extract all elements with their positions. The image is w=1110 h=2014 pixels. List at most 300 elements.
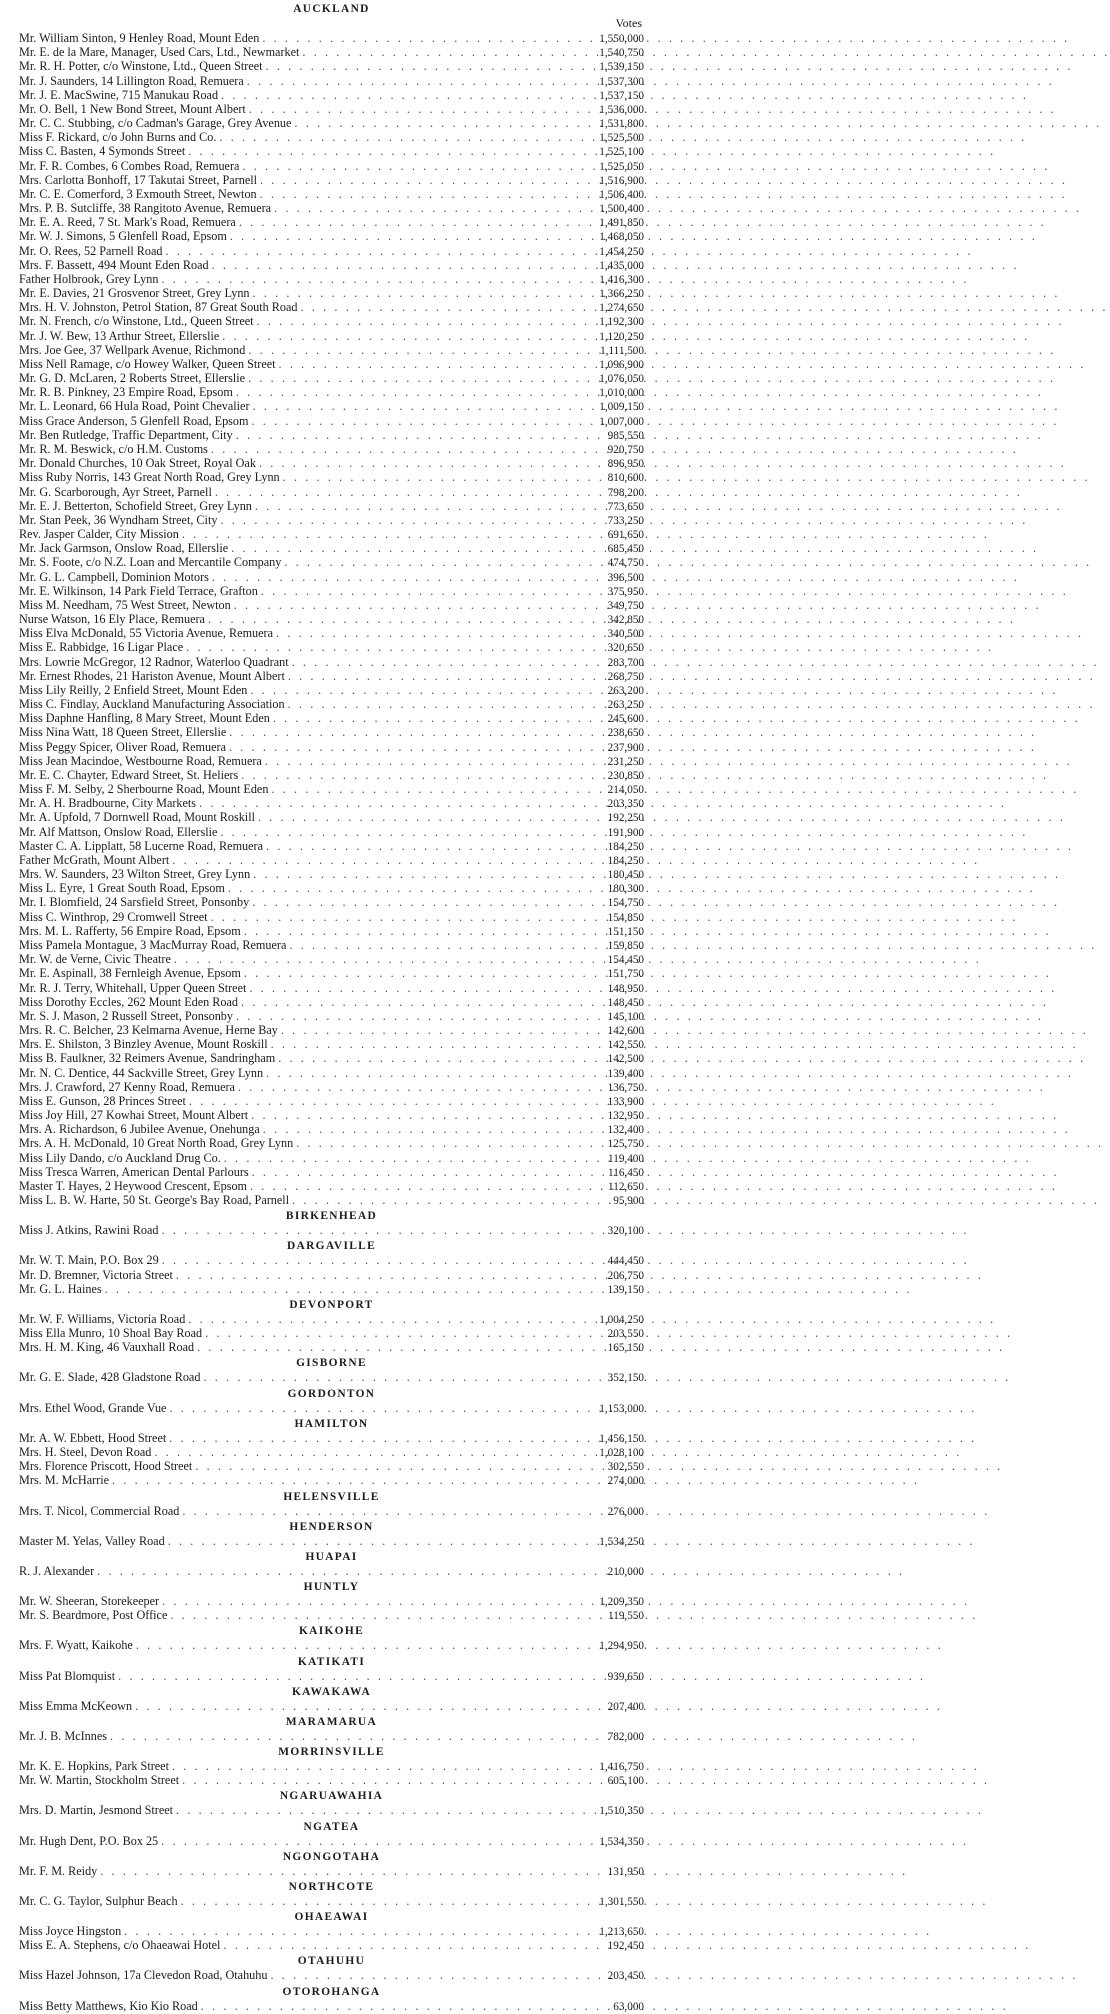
- vote-count: 283,700: [607, 656, 644, 669]
- section-auckland: [19, 0, 644, 1207]
- vote-count: 985,550: [607, 429, 644, 442]
- vote-count: 1,120,250: [599, 330, 644, 343]
- entrant-name: Mrs. H. Steel, Devon Road: [19, 1444, 152, 1459]
- dot-leader: [250, 867, 578, 881]
- dot-leader: [263, 1066, 578, 1080]
- entry-row: [19, 499, 644, 513]
- entrant-name: Miss Nell Ramage, c/o Howey Walker, Queen Street: [19, 356, 276, 371]
- entry-row: [19, 1108, 644, 1122]
- dot-leader: [151, 1445, 578, 1459]
- entry-row: [19, 357, 644, 371]
- vote-count: 1,539,150: [599, 61, 644, 74]
- dot-leader: [254, 314, 578, 328]
- section-heading: KAWAKAWA: [291, 1683, 372, 1698]
- dot-leader: [173, 1268, 578, 1282]
- section-heading: BIRKENHEAD: [285, 1208, 378, 1223]
- section-heading: GISBORNE: [296, 1355, 367, 1370]
- entry-row: [19, 1037, 644, 1051]
- entry-row: [19, 754, 644, 768]
- entrant-name: Miss J. Atkins, Rawini Road: [19, 1223, 159, 1238]
- entry-row: [19, 1773, 644, 1787]
- dot-leader: [267, 1968, 578, 1982]
- vote-count: 131,950: [607, 1865, 644, 1878]
- vote-count: 1,536,000: [599, 103, 644, 116]
- entry-row: [19, 555, 644, 569]
- dot-leader: [233, 385, 578, 399]
- entrant-name: Mr. W. Sheeran, Storekeeper: [19, 1594, 160, 1609]
- section-hamilton: [19, 1415, 644, 1488]
- section-heading: NORTHCOTE: [288, 1878, 375, 1893]
- vote-count: 268,750: [607, 670, 644, 683]
- dot-leader: [255, 810, 578, 824]
- vote-count: 1,416,300: [599, 273, 644, 286]
- dot-leader: [281, 555, 578, 569]
- vote-count: 605,100: [607, 1775, 644, 1788]
- dot-leader: [271, 201, 578, 215]
- entry-row: [19, 570, 644, 584]
- entrant-name: Mr. E. A. Reed, 7 St. Mark's Road, Remuera: [19, 215, 236, 230]
- entry-row: [19, 1594, 644, 1608]
- entrant-name: Miss Dorothy Eccles, 262 Mount Eden Road: [19, 994, 239, 1009]
- vote-count: 733,250: [607, 514, 644, 527]
- entrant-name: Miss Tresca Warren, American Dental Parlours: [19, 1164, 249, 1179]
- entry-row: [19, 102, 644, 116]
- entry-row: [19, 1459, 644, 1473]
- dot-leader: [276, 357, 578, 371]
- entry-row: [19, 1165, 644, 1179]
- vote-count: 773,650: [607, 500, 644, 513]
- entry-row: [19, 1445, 644, 1459]
- dot-leader: [178, 1894, 578, 1908]
- dot-leader: [165, 1534, 578, 1548]
- dot-leader: [289, 655, 578, 669]
- entry-row: [19, 1431, 644, 1445]
- entrant-name: Miss Emma McKeown: [19, 1698, 133, 1713]
- entry-row: [19, 910, 644, 924]
- section-gisborne: [19, 1354, 644, 1384]
- entrant-name: Mrs. E. Shilston, 3 Binzley Avenue, Mount Roskill: [19, 1037, 268, 1052]
- vote-count: 263,200: [607, 684, 644, 697]
- dot-leader: [198, 1999, 578, 2013]
- section-heading: HAMILTON: [294, 1415, 369, 1430]
- entrant-name: Mr. L. Leonard, 66 Hula Road, Point Chevalier: [19, 399, 250, 414]
- section-huntly: [19, 1578, 644, 1622]
- dot-leader: [235, 1080, 578, 1094]
- entrant-name: Mrs. Lowrie McGregor, 12 Radnor, Waterloo Quadrant: [19, 654, 289, 669]
- vote-count: 1,525,050: [599, 160, 644, 173]
- entry-row: [19, 1564, 644, 1578]
- vote-count: 136,750: [607, 1081, 644, 1094]
- vote-count: 920,750: [607, 443, 644, 456]
- section-heading: KATIKATI: [297, 1653, 366, 1668]
- vote-count: 184,250: [607, 854, 644, 867]
- entrant-name: Mr. C. E. Comerford, 3 Exmouth Street, Newton: [19, 186, 257, 201]
- vote-count: 207,400: [607, 1700, 644, 1713]
- dot-leader: [286, 938, 578, 952]
- entry-row: [19, 1924, 644, 1938]
- entry-row: [19, 244, 644, 258]
- entrant-name: Father McGrath, Mount Albert: [19, 852, 170, 867]
- entrant-name: Mrs. P. B. Sutcliffe, 38 Rangitoto Avenue, Remuera: [19, 201, 272, 216]
- entry-row: [19, 485, 644, 499]
- vote-count: 1,510,350: [599, 1805, 644, 1818]
- vote-count: 203,450: [607, 1970, 644, 1983]
- entry-row: [19, 1136, 644, 1150]
- vote-count: 1,004,250: [599, 1313, 644, 1326]
- dot-leader: [278, 1023, 578, 1037]
- dot-leader: [208, 910, 578, 924]
- dot-leader: [246, 102, 578, 116]
- entrant-name: Miss Nina Watt, 18 Queen Street, Ellerslie: [19, 725, 227, 740]
- entrant-name: Miss C. Findlay, Auckland Manufacturing Association: [19, 697, 285, 712]
- section-birkenhead: [19, 1207, 644, 1237]
- section-ohaeawai: [19, 1908, 644, 1952]
- entrant-name: Mr. G. L. Campbell, Dominion Motors: [19, 569, 209, 584]
- vote-count: 939,650: [607, 1670, 644, 1683]
- vote-count: 139,400: [607, 1067, 644, 1080]
- entry-row: [19, 655, 644, 669]
- dot-leader: [102, 1282, 578, 1296]
- vote-count: 180,450: [607, 869, 644, 882]
- entry-row: [19, 88, 644, 102]
- entry-row: [19, 1999, 644, 2013]
- entrant-name: Mrs. H. V. Johnston, Petrol Station, 87 Great South Road: [19, 300, 298, 315]
- section-helensville: [19, 1488, 644, 1518]
- entrant-name: Father Holbrook, Grey Lynn: [19, 271, 159, 286]
- entrant-name: Mr. W. de Verne, Civic Theatre: [19, 952, 171, 967]
- entrant-name: Mrs. R. C. Belcher, 23 Kelmarna Avenue, Herne Bay: [19, 1023, 278, 1038]
- section-otorohanga: [19, 1983, 644, 2013]
- entrant-name: Mrs. J. Crawford, 27 Kenny Road, Remuera: [19, 1079, 235, 1094]
- dot-leader: [273, 626, 578, 640]
- section-devonport: [19, 1296, 644, 1355]
- dot-leader: [248, 1108, 578, 1122]
- dot-leader: [220, 1938, 578, 1952]
- entry-row: [19, 130, 644, 144]
- vote-count: 352,150: [607, 1372, 644, 1385]
- entrant-name: Mrs. M. McHarrie: [19, 1473, 110, 1488]
- entry-row: [19, 895, 644, 909]
- entrant-name: Miss E. A. Stephens, c/o Ohaeawai Hotel: [19, 1938, 221, 1953]
- entrant-name: Miss Pamela Montague, 3 MacMurray Road, Remuera: [19, 938, 287, 952]
- dot-leader: [263, 839, 578, 853]
- vote-count: 116,450: [608, 1166, 644, 1179]
- entrant-name: Miss C. Basten, 4 Symonds Street: [19, 144, 186, 159]
- entrant-name: Mrs. A. H. McDonald, 10 Great North Road, Grey Lynn: [19, 1136, 294, 1151]
- entrant-name: Mrs. M. L. Rafferty, 56 Empire Road, Epsom: [19, 923, 241, 938]
- section-heading: NGONGOTAHA: [282, 1848, 381, 1863]
- entry-row: [19, 1009, 644, 1023]
- entrant-name: Miss Grace Anderson, 5 Glenfell Road, Epsom: [19, 413, 249, 428]
- entrant-name: Mr. G. L. Haines: [19, 1281, 102, 1296]
- dot-leader: [233, 1009, 578, 1023]
- vote-count: 191,900: [607, 826, 644, 839]
- vote-count: 119,400: [608, 1152, 644, 1165]
- vote-count: 691,650: [607, 529, 644, 542]
- section-heading: DARGAVILLE: [286, 1238, 377, 1253]
- entrant-name: Mr. J. E. MacSwine, 715 Manukau Road: [19, 87, 219, 102]
- dot-leader: [169, 1759, 578, 1773]
- vote-count: 133,900: [607, 1095, 644, 1108]
- entrant-name: Mr. William Sinton, 9 Henley Road, Mount Eden: [19, 31, 260, 45]
- vote-count: 145,100: [607, 1010, 644, 1023]
- vote-count: 1,506,400: [599, 188, 644, 201]
- dot-leader: [249, 1165, 578, 1179]
- section-morrinsville: [19, 1743, 644, 1787]
- entry-row: [19, 598, 644, 612]
- vote-count: 1,491,850: [599, 217, 644, 230]
- entry-row: [19, 1938, 644, 1952]
- entrant-name: Miss Joy Hill, 27 Kowhai Street, Mount Albert: [19, 1108, 249, 1123]
- dot-leader: [200, 1370, 578, 1384]
- vote-count: 125,750: [607, 1138, 644, 1151]
- dot-leader: [132, 1699, 578, 1713]
- entry-row: [19, 839, 644, 853]
- entrant-name: Miss Jean Macindoe, Westbourne Road, Remuera: [19, 753, 262, 768]
- entrant-name: Miss Hazel Johnson, 17a Clevedon Road, Otahuhu: [19, 1968, 268, 1983]
- dot-leader: [252, 499, 578, 513]
- vote-count: 154,750: [607, 897, 644, 910]
- dot-leader: [231, 598, 578, 612]
- dot-leader: [121, 1924, 578, 1938]
- vote-count: 203,350: [607, 798, 644, 811]
- entry-row: [19, 385, 644, 399]
- entrant-name: Mr. Stan Peek, 36 Wyndham Street, City: [19, 512, 218, 527]
- entry-row: [19, 1179, 644, 1193]
- entry-row: [19, 825, 644, 839]
- entrant-name: Mr. W. F. Williams, Victoria Road: [19, 1311, 186, 1326]
- entrant-name: Mr. O. Rees, 52 Parnell Road: [19, 243, 163, 258]
- dot-leader: [257, 187, 578, 201]
- entrant-name: Miss Lily Dando, c/o Auckland Drug Co.: [19, 1150, 221, 1165]
- vote-count: 1,435,000: [599, 259, 644, 272]
- entry-row: [19, 1312, 644, 1326]
- vote-count: 349,750: [607, 599, 644, 612]
- entry-row: [19, 541, 644, 555]
- dot-leader: [244, 74, 578, 88]
- dot-leader: [250, 399, 578, 413]
- vote-count: 1,456,150: [599, 1432, 644, 1445]
- entry-row: [19, 343, 644, 357]
- dot-leader: [169, 853, 578, 867]
- entry-row: [19, 725, 644, 739]
- entrant-name: Miss Ella Munro, 10 Shoal Bay Road: [19, 1326, 203, 1341]
- vote-count: 302,550: [607, 1461, 644, 1474]
- vote-count: 203,550: [607, 1328, 644, 1341]
- section-katikati: [19, 1653, 644, 1683]
- entrant-name: Mrs. F. Bassett, 494 Mount Eden Road: [19, 257, 209, 272]
- entrant-name: Mr. E. J. Betterton, Schofield Street, Grey Lynn: [19, 498, 252, 513]
- dot-leader: [270, 711, 578, 725]
- dot-leader: [218, 88, 578, 102]
- entrant-name: Miss E. Gunson, 28 Princes Street: [19, 1093, 186, 1108]
- vote-count: 142,500: [607, 1053, 644, 1066]
- entrant-name: Mr. A. H. Bradbourne, City Markets: [19, 796, 197, 811]
- entrant-name: Mr. I. Blomfield, 24 Sarsfield Street, Ponsonby: [19, 895, 250, 910]
- vote-count: 238,650: [607, 727, 644, 740]
- entry-row: [19, 1268, 644, 1282]
- vote-count: 63,000: [613, 2000, 644, 2013]
- vote-count: 276,000: [607, 1505, 644, 1518]
- section-heading: MARAMARUA: [285, 1713, 378, 1728]
- section-ngaruawahia: [19, 1787, 644, 1817]
- dot-leader: [217, 513, 578, 527]
- entry-row: [19, 697, 644, 711]
- vote-count: 1,534,250: [599, 1535, 644, 1548]
- section-heading: OTAHUHU: [297, 1953, 366, 1968]
- vote-count: 320,650: [607, 642, 644, 655]
- vote-count: 1,525,500: [599, 132, 644, 145]
- entry-row: [19, 144, 644, 158]
- dot-leader: [209, 258, 578, 272]
- dot-leader: [245, 343, 578, 357]
- entrant-name: Mr. C. C. Stubbing, c/o Cadman's Garage, Grey Avenue: [19, 116, 292, 131]
- entry-row: [19, 981, 644, 995]
- vote-count: 1,274,650: [599, 302, 644, 315]
- entrant-name: Nurse Watson, 16 Ely Place, Remuera: [19, 612, 205, 627]
- entrant-name: Mr. E. de la Mare, Manager, Used Cars, Ltd., Newmarket: [19, 45, 300, 60]
- entry-row: [19, 1023, 644, 1037]
- entry-row: [19, 1340, 644, 1354]
- dot-leader: [179, 527, 578, 541]
- section-otahuhu: [19, 1952, 644, 1982]
- vote-count: 1,028,100: [599, 1446, 644, 1459]
- entry-row: [19, 300, 644, 314]
- entrant-name: Mrs. T. Nicol, Commercial Road: [19, 1503, 180, 1518]
- vote-count: 245,600: [607, 713, 644, 726]
- dot-leader: [186, 1094, 578, 1108]
- entry-row: [19, 286, 644, 300]
- entry-row: [19, 1193, 644, 1207]
- entry-row: [19, 1051, 644, 1065]
- vote-count: 1,153,000: [599, 1402, 644, 1415]
- section-dargaville: [19, 1237, 644, 1296]
- entry-row: [19, 45, 644, 59]
- dot-leader: [238, 768, 578, 782]
- entrant-name: Mr. F. R. Combes, 6 Combes Road, Remuera: [19, 158, 240, 173]
- entry-row: [19, 867, 644, 881]
- vote-count: 782,000: [607, 1730, 644, 1743]
- vote-count: 132,950: [607, 1110, 644, 1123]
- vote-count: 214,050: [607, 784, 644, 797]
- vote-count: 142,550: [607, 1039, 644, 1052]
- entry-row: [19, 711, 644, 725]
- dot-leader: [158, 1834, 578, 1848]
- vote-count: 810,600: [607, 472, 644, 485]
- vote-count: 1,076,050: [599, 373, 644, 386]
- entrant-name: Miss L. B. W. Harte, 50 St. George's Bay Road, Parnell: [19, 1193, 290, 1208]
- dot-leader: [258, 584, 578, 598]
- dot-leader: [285, 669, 578, 683]
- entry-row: [19, 669, 644, 683]
- entrant-name: Mr. Ernest Rhodes, 21 Hariston Avenue, Mount Albert: [19, 668, 285, 683]
- entrant-name: Mrs. H. M. King, 46 Vauxhall Road: [19, 1340, 195, 1355]
- dot-leader: [247, 683, 578, 697]
- vote-count: 685,450: [607, 543, 644, 556]
- entry-row: [19, 796, 644, 810]
- vote-count: 154,850: [607, 911, 644, 924]
- dot-leader: [158, 272, 578, 286]
- entrant-name: Mrs. A. Richardson, 6 Jubilee Avenue, Onehunga: [19, 1122, 260, 1137]
- entry-row: [19, 1473, 644, 1487]
- dot-leader: [249, 895, 578, 909]
- vote-count: 192,250: [607, 812, 644, 825]
- dot-leader: [233, 428, 578, 442]
- dot-leader: [133, 1638, 578, 1652]
- entrant-name: Mr. Ben Rutledge, Traffic Department, City: [19, 427, 233, 442]
- entry-row: [19, 1834, 644, 1848]
- dot-leader: [212, 485, 578, 499]
- dot-leader: [241, 924, 578, 938]
- section-kaikohe: [19, 1622, 644, 1652]
- section-ngongotaha: [19, 1848, 644, 1878]
- entrant-name: Miss F. Rickard, c/o John Burns and Co.: [19, 130, 217, 145]
- section-heading: AUCKLAND: [293, 1, 370, 15]
- dot-leader: [275, 1051, 578, 1065]
- section-kawakawa: [19, 1683, 644, 1713]
- entrant-name: Mr. R. H. Potter, c/o Winstone, Ltd., Queen Street: [19, 59, 263, 74]
- entry-row: [19, 527, 644, 541]
- entrant-name: Mr. E. C. Chayter, Edward Street, St. Heliers: [19, 767, 239, 782]
- vote-count: 119,550: [608, 1610, 644, 1623]
- entrant-name: Master T. Hayes, 2 Heywood Crescent, Epsom: [19, 1178, 248, 1193]
- entrant-name: Miss Ruby Norris, 143 Great North Road, Grey Lynn: [19, 470, 280, 485]
- vote-count: 154,450: [607, 954, 644, 967]
- entry-row: [19, 853, 644, 867]
- vote-count: 444,450: [607, 1255, 644, 1268]
- vote-count: 474,750: [607, 557, 644, 570]
- entry-row: [19, 782, 644, 796]
- entrant-name: R. J. Alexander: [19, 1563, 95, 1578]
- section-heading: NGATEA: [303, 1818, 360, 1833]
- entry-row: [19, 768, 644, 782]
- entrant-name: Mr. R. B. Pinkney, 23 Empire Road, Epsom: [19, 385, 233, 400]
- dot-leader: [298, 300, 578, 314]
- entrant-name: Rev. Jasper Calder, City Mission: [19, 527, 179, 542]
- dot-leader: [166, 1431, 578, 1445]
- entry-row: [19, 470, 644, 484]
- dot-leader: [196, 796, 578, 810]
- vote-count: 1,096,900: [599, 358, 644, 371]
- vote-count: 192,450: [607, 1940, 644, 1953]
- dot-leader: [221, 1151, 578, 1165]
- entrant-name: Mr. W. Martin, Stockholm Street: [19, 1773, 180, 1788]
- vote-count: 151,150: [607, 925, 644, 938]
- entrant-name: Mr. C. G. Taylor, Sulphur Beach: [19, 1893, 178, 1908]
- dot-leader: [171, 952, 578, 966]
- vote-count: 142,600: [607, 1025, 644, 1038]
- entry-row: [19, 1894, 644, 1908]
- vote-count: 112,650: [608, 1180, 644, 1193]
- section-heading: HENDERSON: [289, 1518, 374, 1533]
- entry-row: [19, 612, 644, 626]
- dot-leader: [285, 697, 578, 711]
- entry-row: [19, 1504, 644, 1518]
- vote-count: 95,900: [613, 1195, 644, 1208]
- entrant-name: Mr. Hugh Dent, P.O. Box 25: [19, 1833, 159, 1848]
- vote-count: 237,900: [607, 741, 644, 754]
- entrant-name: Mr. W. J. Simons, 5 Glenfell Road, Epsom: [19, 229, 227, 244]
- dot-leader: [179, 1504, 578, 1518]
- entrant-name: Mrs. W. Saunders, 23 Wilton Street, Grey Lynn: [19, 867, 251, 882]
- vote-count: 1,301,550: [599, 1895, 644, 1908]
- entry-row: [19, 1223, 644, 1237]
- entrant-name: Mr. F. M. Reidy: [19, 1863, 98, 1878]
- entrant-name: Mr. J. Saunders, 14 Lillington Road, Remuera: [19, 73, 244, 88]
- vote-count: 1,294,950: [599, 1640, 644, 1653]
- vote-count: 230,850: [607, 769, 644, 782]
- entry-row: [19, 173, 644, 187]
